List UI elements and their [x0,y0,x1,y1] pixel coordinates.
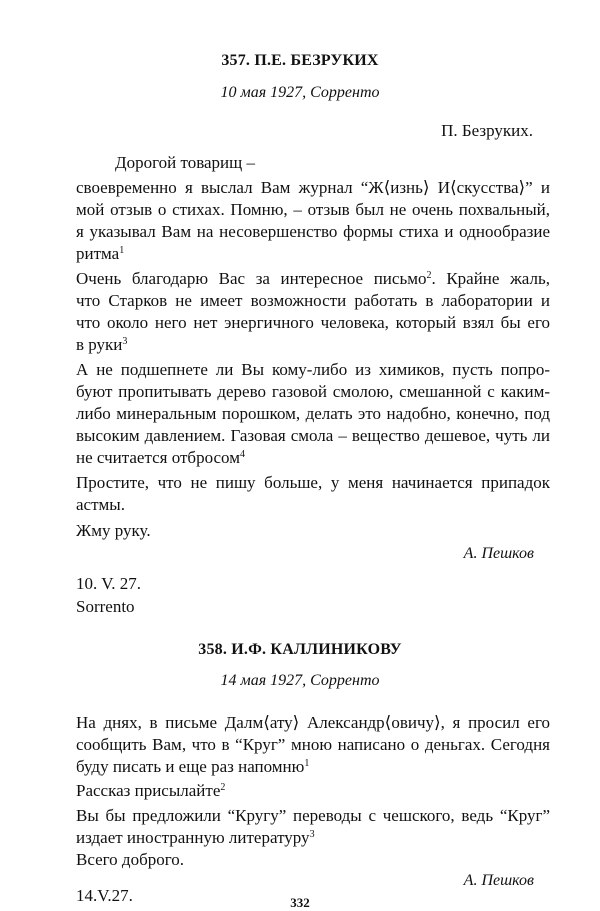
text-line [76,780,225,802]
text-fragment: Рассказ присылайте [76,781,221,800]
text-line: буют пропитывать дерево газовой смолою, смешанной с каким- [76,382,550,401]
greeting: Дорогой товарищ – [115,153,255,172]
text-fragment: Очень благодарю Вас за интересное письмо [76,269,427,288]
text-line [76,334,127,356]
page-number: 332 [290,895,310,910]
text-line: На днях, в письме Далм⟨ату⟩ Александр⟨овичу⟩, я просил его [76,713,550,732]
text-line: Вы бы предложили “Кругу” переводы с чешского, ведь “Круг” [76,806,550,825]
text-line [76,447,245,469]
text-line: сообщить Вам, что в “Круг” мною написано о деньгах. Сегодня [76,735,550,754]
text-fragment: в руки [76,335,123,354]
letter-date-written: 10. V. 27. [76,574,142,593]
footnote-marker: 3 [122,336,128,347]
text-line: высоким давлением. Газовая смола – вещество дешевое, чуть ли [76,426,550,445]
text-fragment: не считается отбросом [76,448,240,467]
text-line: астмы. [76,495,125,514]
text-line: что Старков не имеет возможности работать в лаборатории и [76,291,550,310]
text-line: А не подшепнете ли Вы кому-либо из химиков, пусть попро- [76,360,550,379]
text-line [76,243,124,265]
text-fragment: ритма [76,244,120,263]
footnote-marker: 3 [309,829,315,840]
text-line: что около него нет энергичного человека, который взял бы его [76,313,550,332]
footnote-marker: 2 [220,782,226,793]
footnote-marker: 4 [239,449,245,460]
text-line: своевременно я выслал Вам журнал “Ж⟨изнь⟩ И⟨скусства⟩” и [76,178,550,197]
text-fragment: издает иностранную литературу [76,828,310,847]
letter-date: 14 мая 1927, Сорренто [220,672,380,689]
text-fragment: буду писать и еще раз напомню [76,757,305,776]
letter-date-written: 14.V.27. [76,886,133,905]
closing: Всего доброго. [76,850,185,869]
text-line [76,827,315,849]
letter-heading: 357. П.Е. БЕЗРУКИХ [221,52,379,69]
footnote-marker: 1 [119,245,125,256]
closing: Жму руку. [76,521,151,540]
addressee: П. Безруких. [441,121,533,140]
text-line: либо минеральным порошком, делать это надобно, конечно, под [76,404,550,423]
text-line: мой отзыв о стихах. Помню, – отзыв был не очень похвальный, [76,200,550,219]
letter-date: 10 мая 1927, Сорренто [220,84,380,101]
signature: А. Пешков [463,545,534,562]
text-fragment: . Крайне жаль, [431,269,550,288]
text-line [76,756,309,778]
text-line: Простите, что не пишу больше, у меня начинается припадок [76,473,550,492]
letter-place: Sorrento [76,597,135,616]
text-line: я указывал Вам на несовершенство формы стиха и однообразие [76,222,550,241]
footnote-marker: 1 [304,758,310,769]
letter-heading: 358. И.Ф. КАЛЛИНИКОВУ [198,641,402,658]
signature: А. Пешков [463,872,534,889]
text-line [76,268,550,290]
footnote-marker: 2 [426,270,432,281]
